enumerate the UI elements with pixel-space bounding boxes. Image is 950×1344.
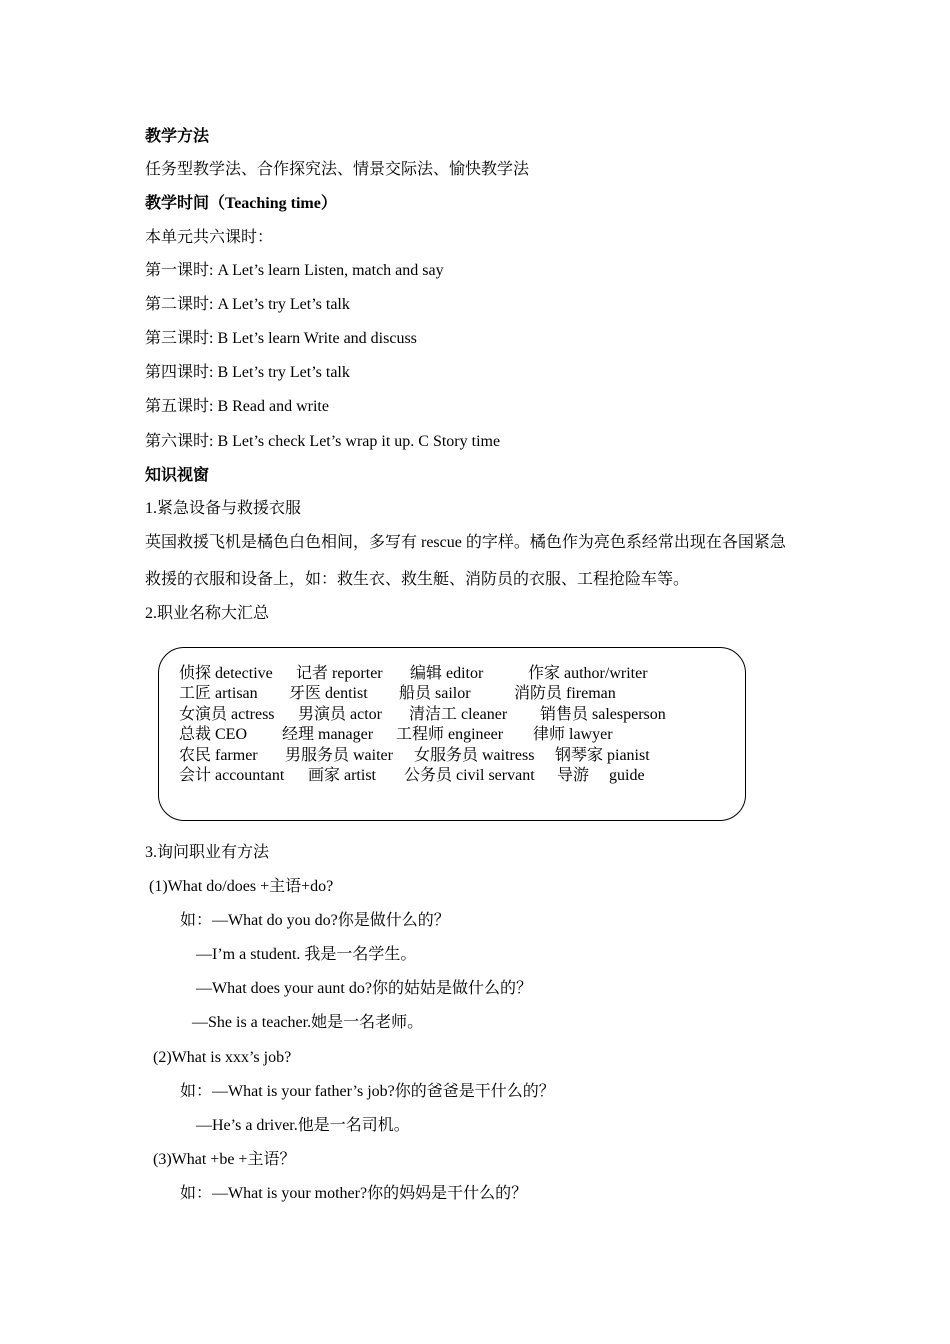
job-entry: 侦探 detective [179,665,273,682]
job-entry: 律师 lawyer [533,726,613,743]
question-pattern-1: (1)What do/does +主语+do? [149,878,334,895]
lesson-item: 第二课时: A Let’s try Let’s talk [145,296,350,313]
section1-paragraph-line1: 英国救援飞机是橘色白色相间，多写有 rescue 的字样。橘色作为亮色系经常出现在各国紧急 [145,534,786,551]
job-entry: 记者 reporter [296,665,383,682]
example-line: —I’m a student. 我是一名学生。 [196,946,417,963]
job-entry: guide [609,767,645,784]
section1-paragraph-line2: 救援的衣服和设备上，如：救生衣、救生艇、消防员的衣服、工程抢险车等。 [145,571,690,588]
job-entry: 经理 manager [282,726,374,743]
teaching-time-intro: 本单元共六课时： [145,229,274,246]
example-line: 如：—What is your mother?你的妈妈是干什么的？ [180,1185,528,1202]
job-entry: 编辑 editor [410,665,484,682]
example-line: —She is a teacher.她是一名老师。 [192,1014,424,1031]
job-entry: 销售员 salesperson [540,706,666,723]
lesson-item: 第一课时: A Let’s learn Listen, match and say [145,262,444,279]
job-entry: 男服务员 waiter [285,747,393,764]
job-entry: 导游 [557,767,590,784]
job-entry: 女演员 actress [179,706,275,723]
section3-title: 3.询问职业有方法 [145,844,270,861]
job-entry: 女服务员 waitress [414,747,535,764]
job-entry: 公务员 civil servant [404,767,535,784]
example-line: 如：—What is your father’s job?你的爸爸是干什么的？ [180,1083,555,1100]
lesson-item: 第三课时: B Let’s learn Write and discuss [145,330,417,347]
example-line: 如：—What do you do?你是做什么的？ [180,912,450,929]
job-entry: 作家 author/writer [528,665,648,682]
job-entry: 船员 sailor [399,685,471,702]
example-line: —He’s a driver.他是一名司机。 [196,1117,410,1134]
question-pattern-3: (3)What +be +主语？ [153,1151,296,1168]
teaching-method-heading: 教学方法 [145,128,210,145]
job-entry: 工匠 artisan [179,685,258,702]
teaching-time-heading: 教学时间（Teaching time） [145,195,337,212]
lesson-item: 第六课时: B Let’s check Let’s wrap it up. C Story time [145,433,501,450]
section2-title: 2.职业名称大汇总 [145,605,270,622]
job-entry: 钢琴家 pianist [555,747,650,764]
job-entry: 工程师 engineer [396,726,504,743]
lesson-item: 第四课时: B Let’s try Let’s talk [145,364,350,381]
job-entry: 牙医 dentist [289,685,368,702]
job-entry: 消防员 fireman [514,685,616,702]
lesson-item: 第五课时: B Read and write [145,398,329,415]
job-entry: 总裁 CEO [179,726,248,743]
job-names-box [158,647,746,821]
job-entry: 男演员 actor [298,706,382,723]
example-line: —What does your aunt do?你的姑姑是做什么的？ [196,980,532,997]
job-entry: 画家 artist [308,767,376,784]
knowledge-heading: 知识视窗 [145,467,210,484]
job-entry: 清洁工 cleaner [409,706,508,723]
teaching-method-content: 任务型教学法、合作探究法、情景交际法、愉快教学法 [145,161,530,178]
job-entry: 农民 farmer [179,747,258,764]
section1-title: 1.紧急设备与救援衣服 [145,500,302,517]
question-pattern-2: (2)What is xxx’s job? [153,1049,292,1066]
job-entry: 会计 accountant [179,767,285,784]
